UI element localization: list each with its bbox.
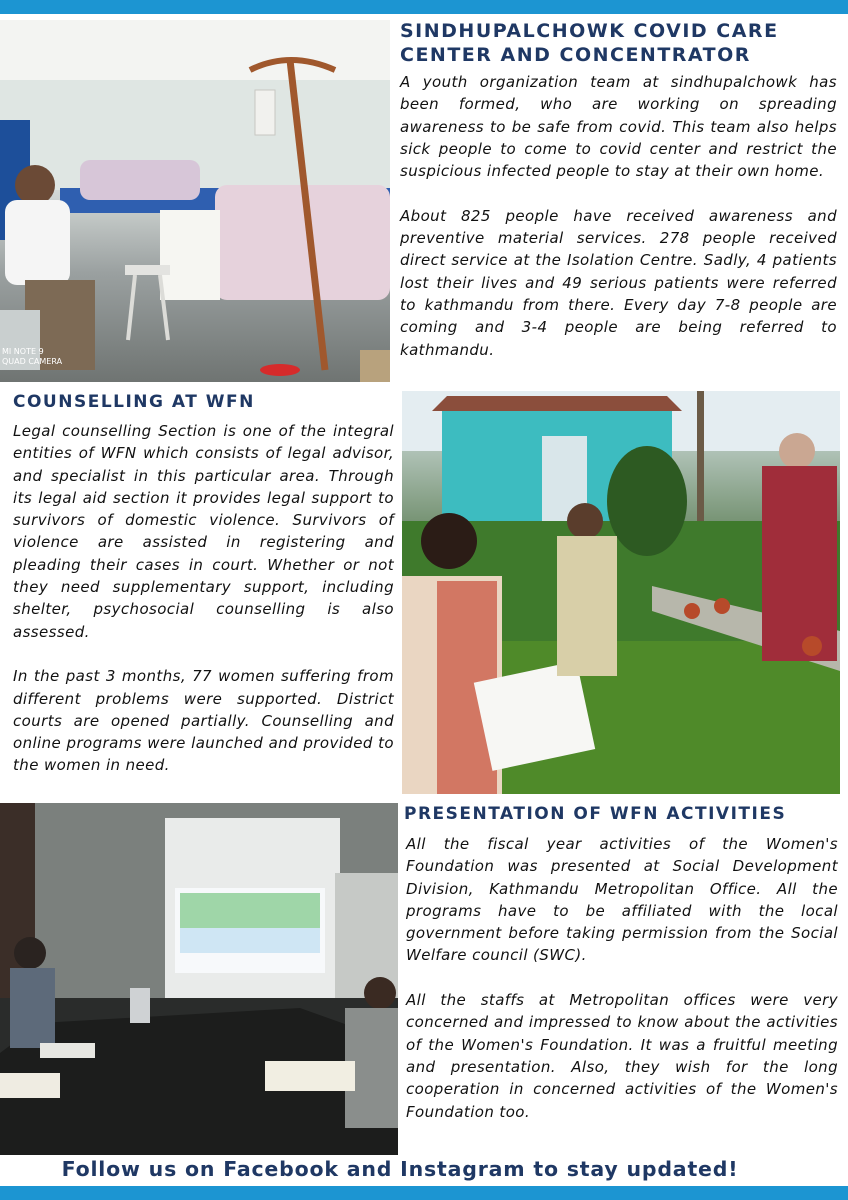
- presentation-section-title: PRESENTATION OF WFN ACTIVITIES: [404, 804, 787, 824]
- camera-watermark-line1: MI NOTE 9: [2, 347, 44, 356]
- counselling-section-body: [13, 420, 394, 777]
- presentation-meeting-photo: [0, 803, 398, 1155]
- counselling-paragraph-2: In the past 3 months, 77 women suffering from different problems were supported. District courts are opened partially. Counselling and online programs were launched and provided to the women in need.: [13, 667, 394, 775]
- camera-watermark-line2: QUAD CAMERA: [2, 357, 63, 366]
- covid-section-title: SINDHUPALCHOWK COVID CARE CENTER AND CONCENTRATOR: [400, 20, 779, 66]
- counselling-garden-photo: [402, 391, 840, 794]
- counselling-section-title: COUNSELLING AT WFN: [13, 392, 255, 412]
- covid-section-body: [400, 71, 837, 361]
- social-follow-footer: Follow us on Facebook and Instagram to stay updated!: [61, 1157, 739, 1181]
- presentation-paragraph-2: All the staffs at Metropolitan offices were very concerned and impressed to know about the activities of the Women's Foundation. It was a fruitful meeting and presentation. Also, they wish for the long cooperation in concerned activities of the Women's Foundation too.: [406, 991, 838, 1121]
- top-accent-bar: [0, 0, 848, 14]
- camera-watermark: [2, 347, 62, 367]
- presentation-section-body: [406, 833, 838, 1123]
- covid-care-center-photo: [0, 20, 390, 382]
- covid-paragraph-2: About 825 people have received awareness and preventive material services. 278 people received direct service at the Isolation Centre. Sadly, 4 patients lost their lives and 49 serious patients were referred to kathmandu from there. Every day 7-8 people are coming and 3-4 people are being referred to kathmandu.: [400, 206, 837, 359]
- counselling-paragraph-1: Legal counselling Section is one of the integral entities of WFN which consists of legal advisor, and specialist in this particular area. Through its legal aid section it provides legal support to survivors of domestic violence. Survivors of violence are assisted in registering and pleading their cases in court. Whether or not they need supplementary support, including shelter, psychosocial counselling is also assessed.: [13, 422, 394, 641]
- bottom-accent-bar: [0, 1186, 848, 1200]
- covid-paragraph-1: A youth organization team at sindhupalchowk has been formed, who are working on spreading awareness to be safe from covid. This team also helps sick people to come to covid center and restrict the suspicious infected people to stay at their own home.: [400, 73, 837, 181]
- presentation-paragraph-1: All the fiscal year activities of the Women's Foundation was presented at Social Development Division, Kathmandu Metropolitan Office. All the programs have to be affiliated with the local government before taking permission from the Social Welfare council (SWC).: [406, 835, 838, 965]
